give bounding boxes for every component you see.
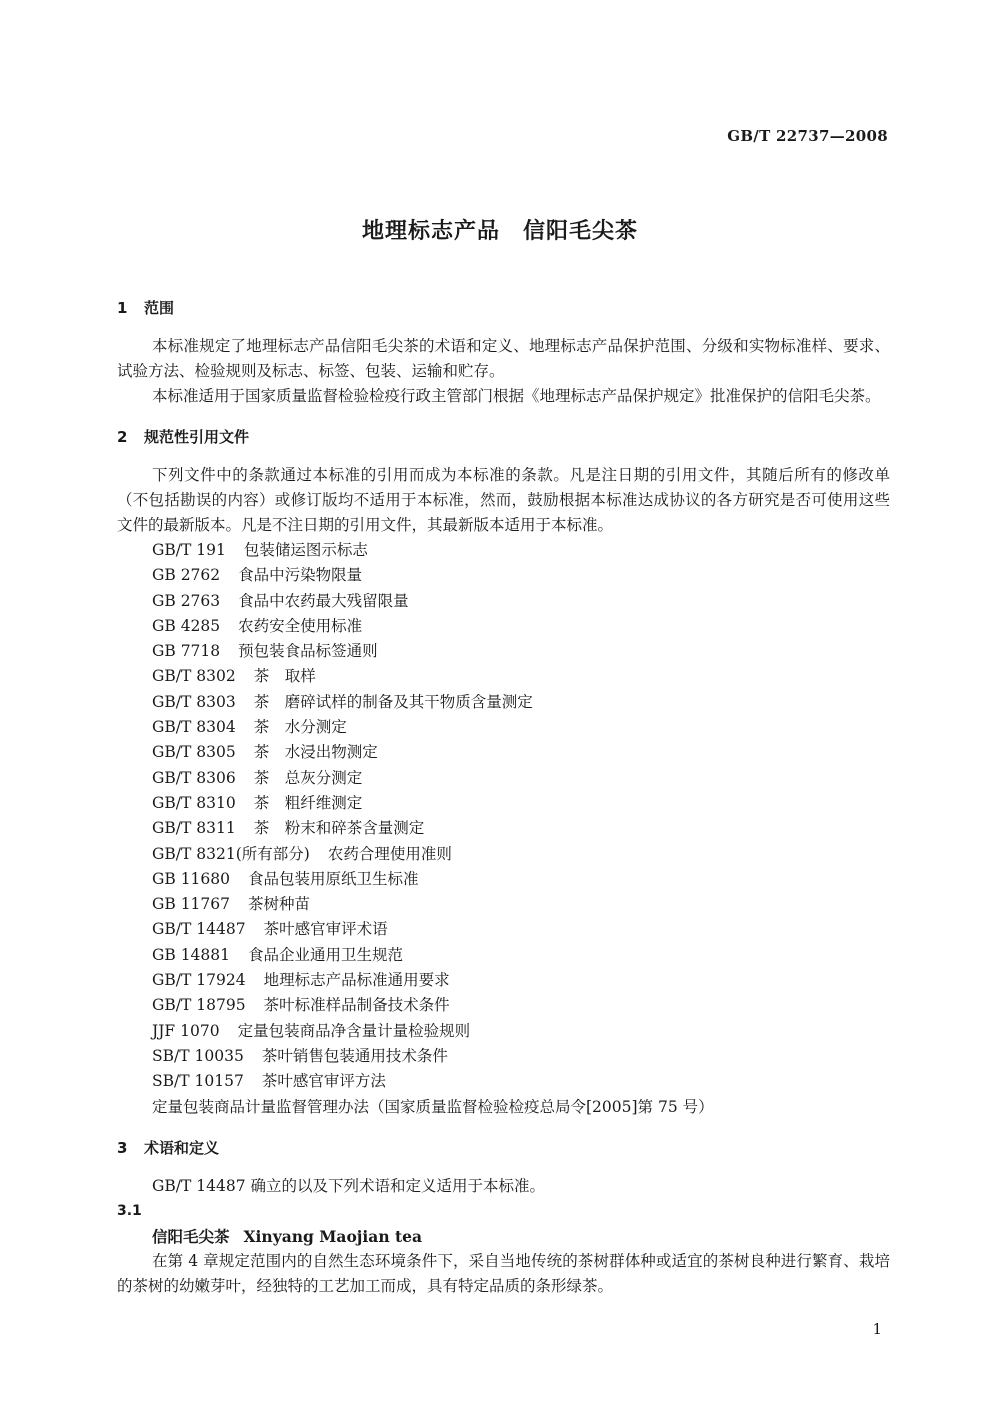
term-definition: 在第 4 章规定范围内的自然生态环境条件下，采自当地传统的茶树群体种或适宜的茶树良种进行繁育、栽培的茶树的幼嫩芽叶，经独特的工艺加工而成，具有特定品质的条形绿茶。 xyxy=(117,1251,890,1295)
reference-code: GB/T 8304 xyxy=(152,718,236,737)
reference-item xyxy=(117,589,890,614)
reference-item-measures: 定量包装商品计量监督管理办法（国家质量监督检验检疫总局令[2005]第 75 号） xyxy=(152,1097,714,1116)
reference-item xyxy=(117,1019,890,1044)
reference-code: GB/T 8305 xyxy=(152,743,236,762)
standard-number: GB/T 22737—2008 xyxy=(727,127,888,145)
section-number: 2 xyxy=(117,428,128,446)
reference-item xyxy=(117,993,890,1018)
reference-name: 茶 总灰分测定 xyxy=(253,768,363,787)
reference-name: 茶 水浸出物测定 xyxy=(253,743,378,762)
term-chinese: 信阳毛尖茶 xyxy=(152,1226,230,1246)
reference-item xyxy=(117,1044,890,1069)
section-1-heading xyxy=(117,296,890,321)
reference-name: 茶 磨碎试样的制备及其干物质含量测定 xyxy=(253,692,533,711)
reference-name: 食品中农药最大残留限量 xyxy=(238,591,409,610)
reference-name: 食品企业通用卫生规范 xyxy=(248,945,404,964)
reference-item xyxy=(117,968,890,993)
reference-item xyxy=(117,563,890,588)
reference-item xyxy=(117,639,890,664)
reference-item xyxy=(117,842,890,867)
reference-code: GB 7718 xyxy=(152,642,221,661)
reference-code: GB 11680 xyxy=(152,869,231,888)
reference-item xyxy=(117,917,890,942)
reference-name: 食品包装用原纸卫生标准 xyxy=(248,869,419,888)
scope-paragraph-2: 本标准适用于国家质量监督检验检疫行政主管部门根据《地理标志产品保护规定》批准保护的信阳毛尖茶。 xyxy=(152,387,881,405)
section-number: 3 xyxy=(117,1138,128,1157)
section-title: 范围 xyxy=(144,299,175,317)
reference-name: 茶叶感官审评术语 xyxy=(263,920,388,939)
reference-item xyxy=(117,614,890,639)
reference-code: GB 14881 xyxy=(152,945,231,964)
reference-code: GB/T 8311 xyxy=(152,819,236,838)
reference-name: 预包装食品标签通则 xyxy=(238,642,378,661)
document-title: 地理标志产品 信阳毛尖茶 xyxy=(361,219,638,244)
reference-code: GB 2762 xyxy=(152,566,221,585)
reference-item xyxy=(117,740,890,765)
reference-name: 农药合理使用准则 xyxy=(327,844,452,863)
reference-code: SB/T 10157 xyxy=(152,1072,244,1091)
reference-code: JJF 1070 xyxy=(152,1021,220,1040)
reference-name: 定量包装商品净含量计量检验规则 xyxy=(237,1021,471,1040)
reference-code: GB 4285 xyxy=(152,616,221,635)
reference-code: GB 2763 xyxy=(152,591,221,610)
section-title: 术语和定义 xyxy=(144,1138,220,1157)
reference-name: 茶叶销售包装通用技术条件 xyxy=(261,1046,448,1065)
reference-item xyxy=(117,690,890,715)
reference-item xyxy=(117,867,890,892)
reference-code: GB/T 191 xyxy=(152,541,226,559)
reference-name: 地理标志产品标准通用要求 xyxy=(263,971,450,990)
reference-code: GB/T 17924 xyxy=(152,971,246,990)
reference-name: 食品中污染物限量 xyxy=(238,566,363,585)
reference-code: GB/T 8306 xyxy=(152,768,236,787)
reference-item xyxy=(117,538,890,563)
subsection-number: 3.1 xyxy=(117,1202,142,1219)
reference-name: 茶 取样 xyxy=(253,667,316,686)
scope-paragraph-1: 本标准规定了地理标志产品信阳毛尖茶的术语和定义、地理标志产品保护范围、分级和实物标准样、要求、试验方法、检验规则及标志、标签、包装、运输和贮存。 xyxy=(117,337,890,380)
reference-name: 茶 水分测定 xyxy=(253,718,347,737)
section-number: 1 xyxy=(117,299,128,317)
term-english: Xinyang Maojian tea xyxy=(243,1226,423,1246)
reference-code: GB/T 8310 xyxy=(152,793,236,812)
reference-item xyxy=(117,943,890,968)
section-title: 规范性引用文件 xyxy=(144,428,250,446)
document-body xyxy=(117,296,890,1299)
section-3-heading xyxy=(117,1136,890,1161)
reference-code: SB/T 10035 xyxy=(152,1046,244,1065)
reference-code: GB/T 8302 xyxy=(152,667,236,686)
reference-name: 茶树种苗 xyxy=(248,895,311,914)
reference-code: GB 11767 xyxy=(152,895,231,914)
reference-name: 茶 粗纤维测定 xyxy=(253,793,363,812)
term-entry xyxy=(117,1224,890,1249)
reference-code: GB/T 18795 xyxy=(152,996,246,1015)
reference-code: GB/T 8303 xyxy=(152,692,236,711)
reference-list xyxy=(117,538,890,1120)
reference-item xyxy=(117,816,890,841)
section-2-heading xyxy=(117,425,890,450)
reference-name: 茶 粉末和碎茶含量测定 xyxy=(253,819,425,838)
reference-name: 农药安全使用标准 xyxy=(238,616,363,635)
reference-item xyxy=(117,715,890,740)
reference-item xyxy=(117,892,890,917)
reference-name: 茶叶标准样品制备技术条件 xyxy=(263,996,450,1015)
page-number: 1 xyxy=(872,1320,882,1338)
reference-name: 茶叶感官审评方法 xyxy=(261,1072,386,1091)
terms-intro: GB/T 14487 确立的以及下列术语和定义适用于本标准。 xyxy=(152,1176,545,1195)
reference-item xyxy=(117,1069,890,1094)
reference-code: GB/T 8321(所有部分) xyxy=(152,844,310,863)
reference-item xyxy=(117,664,890,689)
reference-code: GB/T 14487 xyxy=(152,920,246,939)
reference-item xyxy=(117,766,890,791)
reference-item xyxy=(117,791,890,816)
reference-name: 包装储运图示标志 xyxy=(243,541,368,559)
references-intro: 下列文件中的条款通过本标准的引用而成为本标准的条款。凡是注日期的引用文件，其随后所有的修改单（不包括勘误的内容）或修订版均不适用于本标准，然而，鼓励根据本标准达成协议的各方研究是否可使用这些文件的最新版本。凡是不注日期的引用文件，其最新版本适用于本标准。 xyxy=(117,466,890,534)
